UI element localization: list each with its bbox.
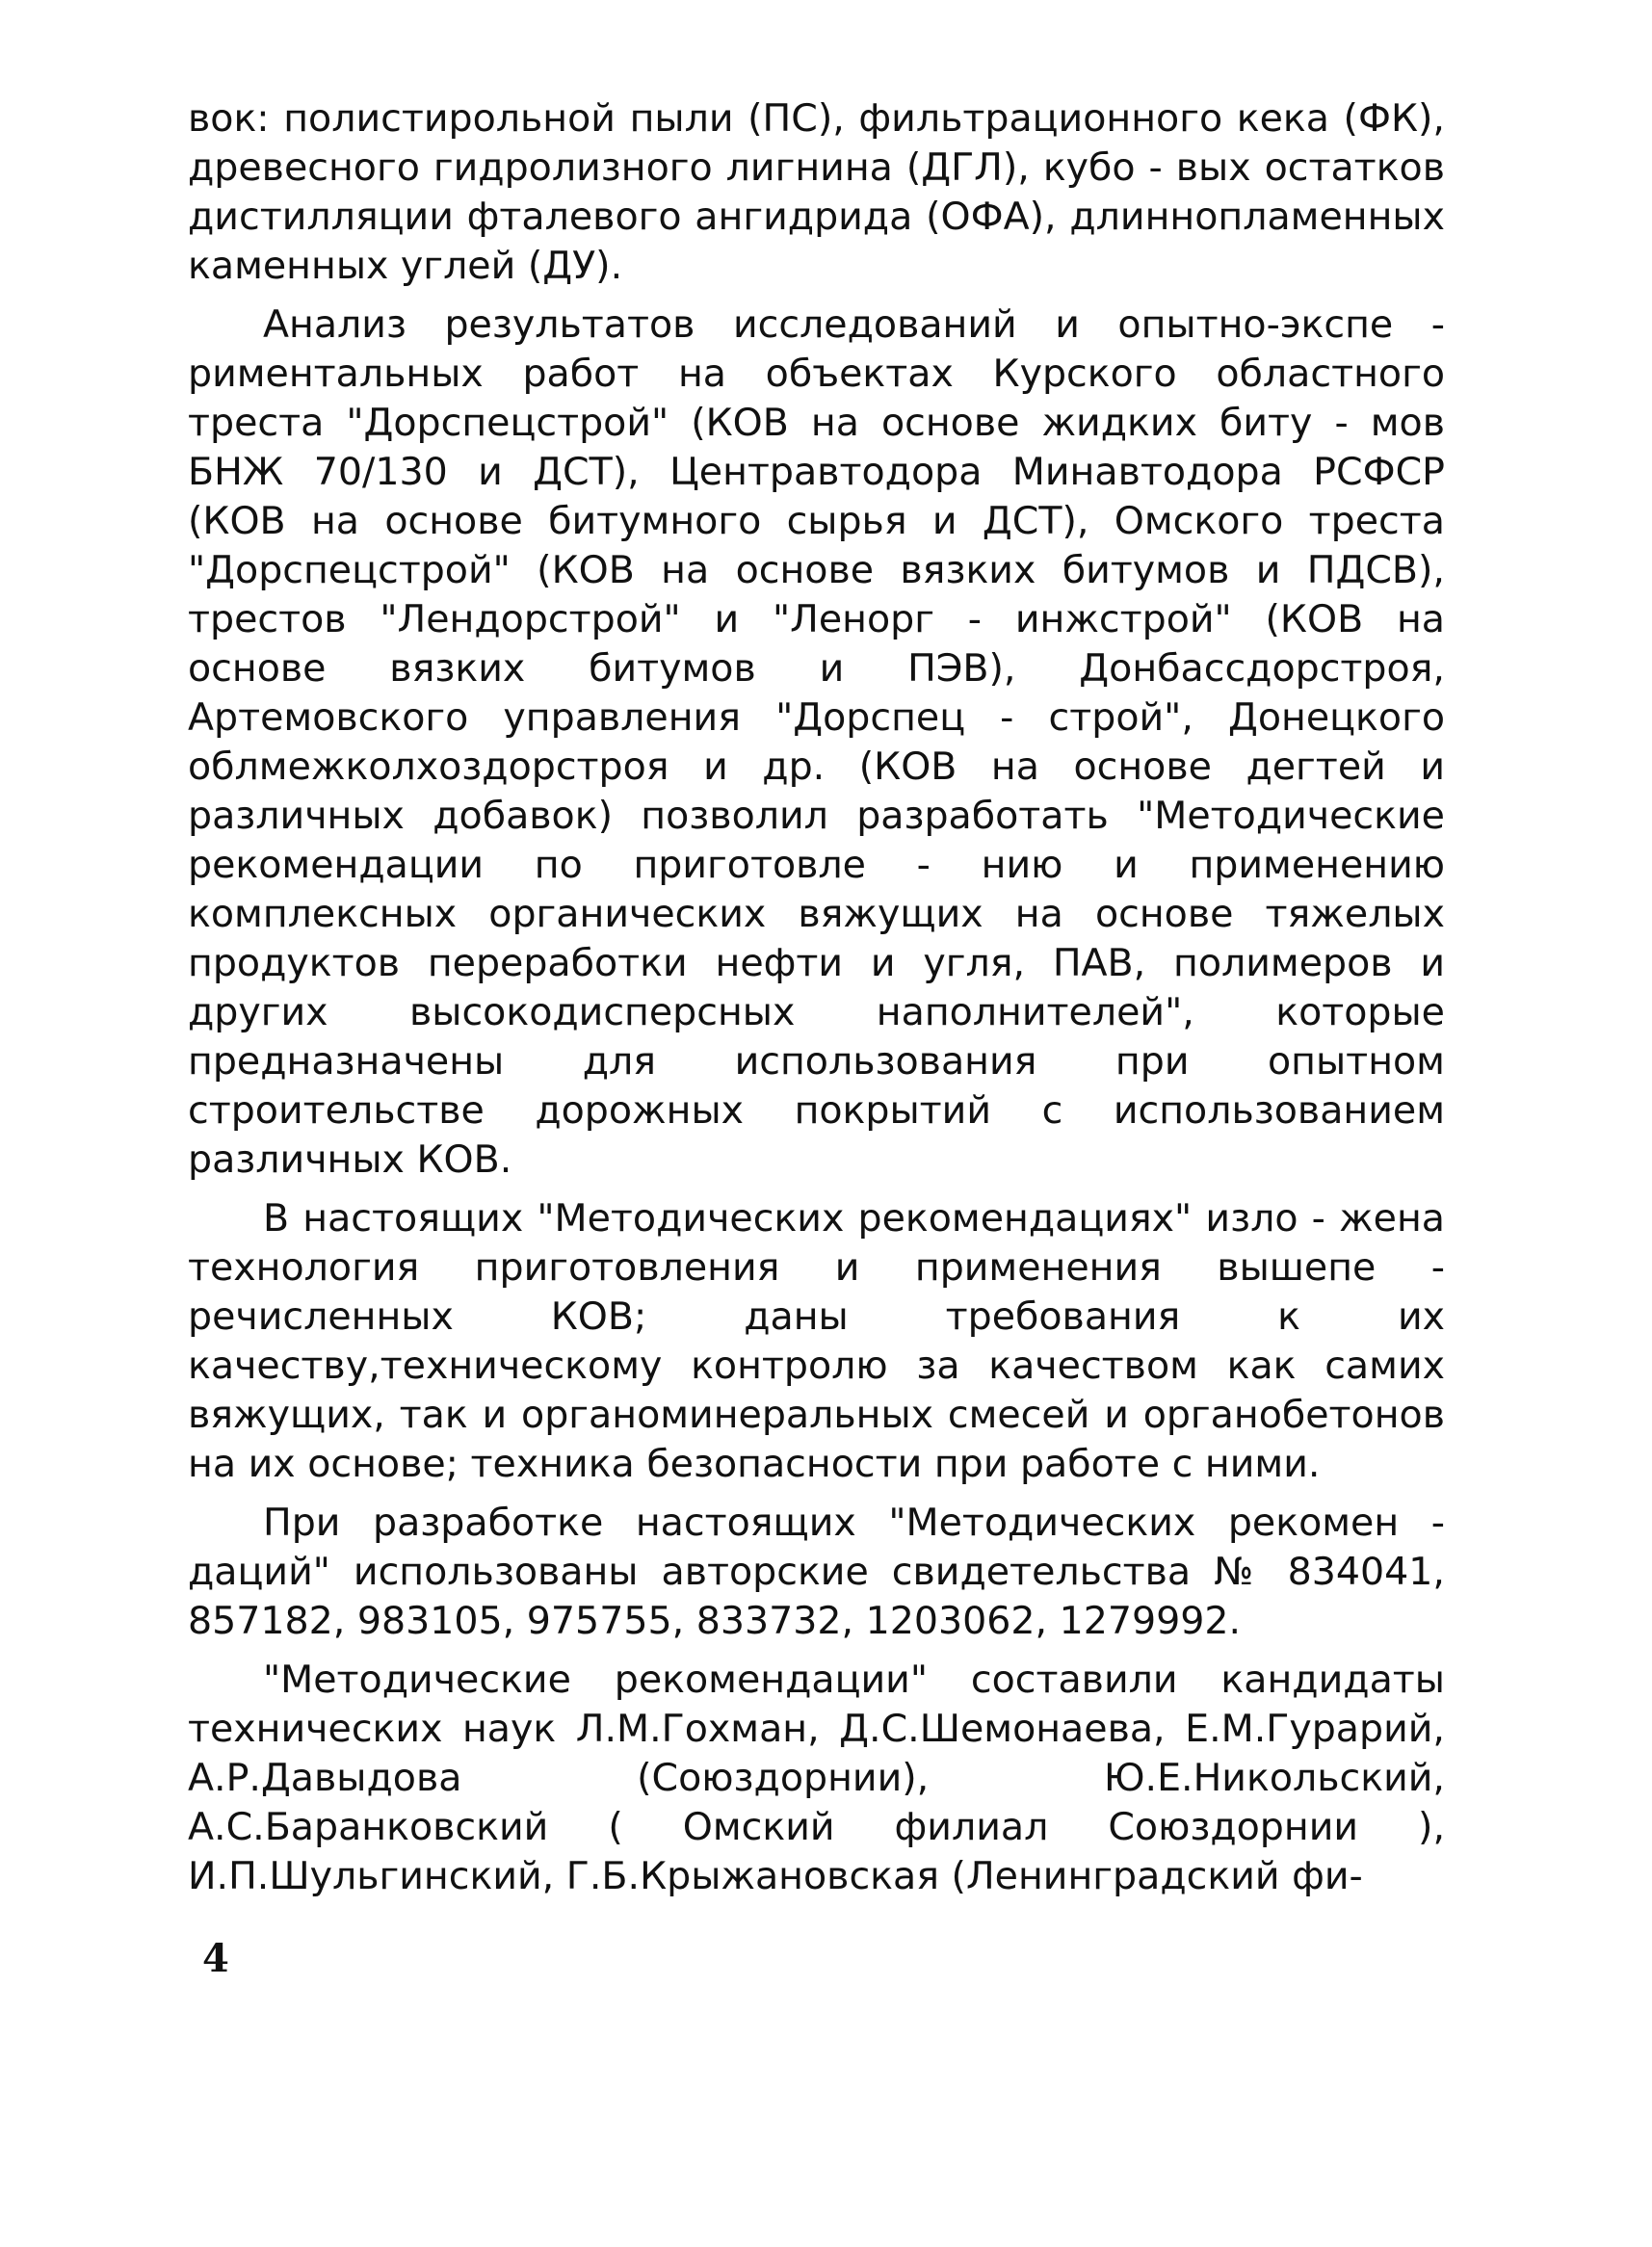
page-number: 4 [202,1936,229,1981]
paragraph-authors: "Методические рекомендации" составили кандидаты технических наук Л.М.Гохман, Д.С.Шемонаева, Е.М.Гурарий, А.Р.Давыдова (Союздорнии), Ю.Е.Никольский, А.С.Баранковский ( Омский филиал Союздорнии ), И.П.Шульгинский, Г.Б.Крыжановская (Ленинградский фи- [188,1658,1445,1898]
paragraph-certificates: При разработке настоящих "Методических рекомен - даций" использованы авторские свидетельства № 834041, 857182, 983105, 975755, 833732, 1203062, 1279992. [188,1501,1445,1643]
paragraph-analysis: Анализ результатов исследований и опытно-экспе - риментальных работ на объектах Курского областного треста "Дорспецстрой" (КОВ на основе жидких биту - мов БНЖ 70/130 и ДСТ), Центравтодора Минавтодора РСФСР (КОВ на основе битумного сырья и ДСТ), Омского треста "Дорспецстрой" (КОВ на основе вязких битумов и ПДСВ), трестов "Лендорстрой" и "Ленорг - инжстрой" (КОВ на основе вязких битумов и ПЭВ), Донбассдорстроя, Артемовского управления "Дорспец - строй", Донецкого облмежколхоздорстроя и др. (КОВ на основе дегтей и различных добавок) позволил разработать "Методические рекомендации по приготовле - нию и применению комплексных органических вяжущих на основе тяжелых продуктов переработки нефти и угля, ПАВ, полимеров и других высокодисперсных наполнителей", которые предназначены для использования при опытном строительстве дорожных покрытий с использованием различных КОВ. [188,302,1445,1182]
body-text [188,94,1445,1901]
paragraph-continued: вок: полистирольной пыли (ПС), фильтрационного кека (ФК), древесного гидролизного лигнина (ДГЛ), кубо - вых остатков дистилляции фталевого ангидрида (ОФА), длиннопламенных каменных углей (ДУ). [188,96,1445,288]
paragraph-contents: В настоящих "Методических рекомендациях" изло - жена технология приготовления и применения вышепе - речисленных КОВ; даны требования к их качеству,техническому контролю за качеством как самих вяжущих, так и органоминеральных смесей и органобетонов на их основе; техника безопасности при работе с ними. [188,1196,1445,1486]
